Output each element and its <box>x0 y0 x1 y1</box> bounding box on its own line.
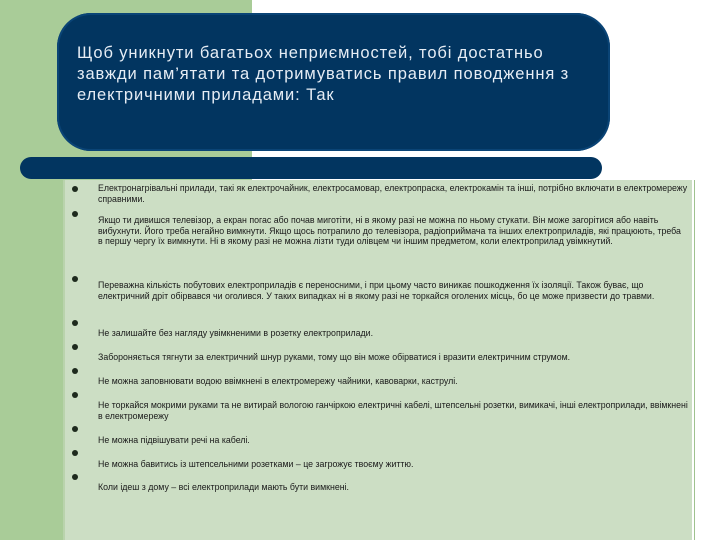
bullet-marker <box>72 426 78 432</box>
bullet-marker <box>72 474 78 480</box>
bullet-marker <box>72 186 78 192</box>
divider-bar <box>20 157 602 179</box>
bullet-marker <box>72 211 78 217</box>
content-panel <box>63 180 694 540</box>
left-background-strip <box>0 0 58 540</box>
list-item: Не можна заповнювати водою ввімкнені в електромережу чайники, кавоварки, каструлі. <box>98 376 458 386</box>
bullet-marker <box>72 368 78 374</box>
list-item: Забороняється тягнути за електричний шнур руками, тому що він може обірватися і вразити електричним струмом. <box>98 352 571 362</box>
bullet-marker <box>72 276 78 282</box>
slide-title: Щоб уникнути багатьох неприємностей, тобі достатньо завжди пам’ятати та дотримуватись правил поводження з електричними приладами: Так <box>77 44 570 104</box>
list-item: Переважна кількість побутових електроприладів є переносними, і при цьому часто виникає пошкодження їх ізоляції. Також буває, що електричний дріт обірвався чи оголився. У таких випадках ні в якому разі не торкайся оголених місць, бо це може призвести до травми. <box>98 280 655 301</box>
bullet-marker <box>72 344 78 350</box>
bullet-marker <box>72 320 78 326</box>
list-item: Якщо ти дивишся телевізор, а екран погас або почав миготіти, ні в якому разі не можна по ньому стукати. Він може загорітися або навіть вибухнути. Його треба негайно вимкнути. Якщо щось потрапило до телевізора, радіоприймача та інших електроприладів, які працюють, треба в першу чергу їх вимкнути. Ні в якому разі не можна лізти туди олівцем чи іншим предметом, коли електроприлад увімкнутий. <box>98 215 681 247</box>
bullet-marker <box>72 392 78 398</box>
title-box <box>57 13 610 151</box>
list-item: Не залишайте без нагляду увімкненими в розетку електроприлади. <box>98 328 374 338</box>
list-item: Не можна підвішувати речі на кабелі. <box>98 435 250 445</box>
bullet-marker <box>72 450 78 456</box>
list-item: Електронагрівальні прилади, такі як електрочайник, електросамовар, електропраска, електрокамін та інші, потрібно включати в електромережу справними. <box>98 183 688 204</box>
list-item: Не торкайся мокрими руками та не витирай вологою ганчіркою електричні кабелі, штепсельні розетки, вимикачі, інші електроприлади, ввімкнені в електромережу <box>98 400 688 421</box>
list-item: Коли ідеш з дому – всі електроприлади мають бути вимкнені. <box>98 482 349 492</box>
list-item: Не можна бавитись із штепсельними розетками – це загрожує твоєму життю. <box>98 459 414 469</box>
